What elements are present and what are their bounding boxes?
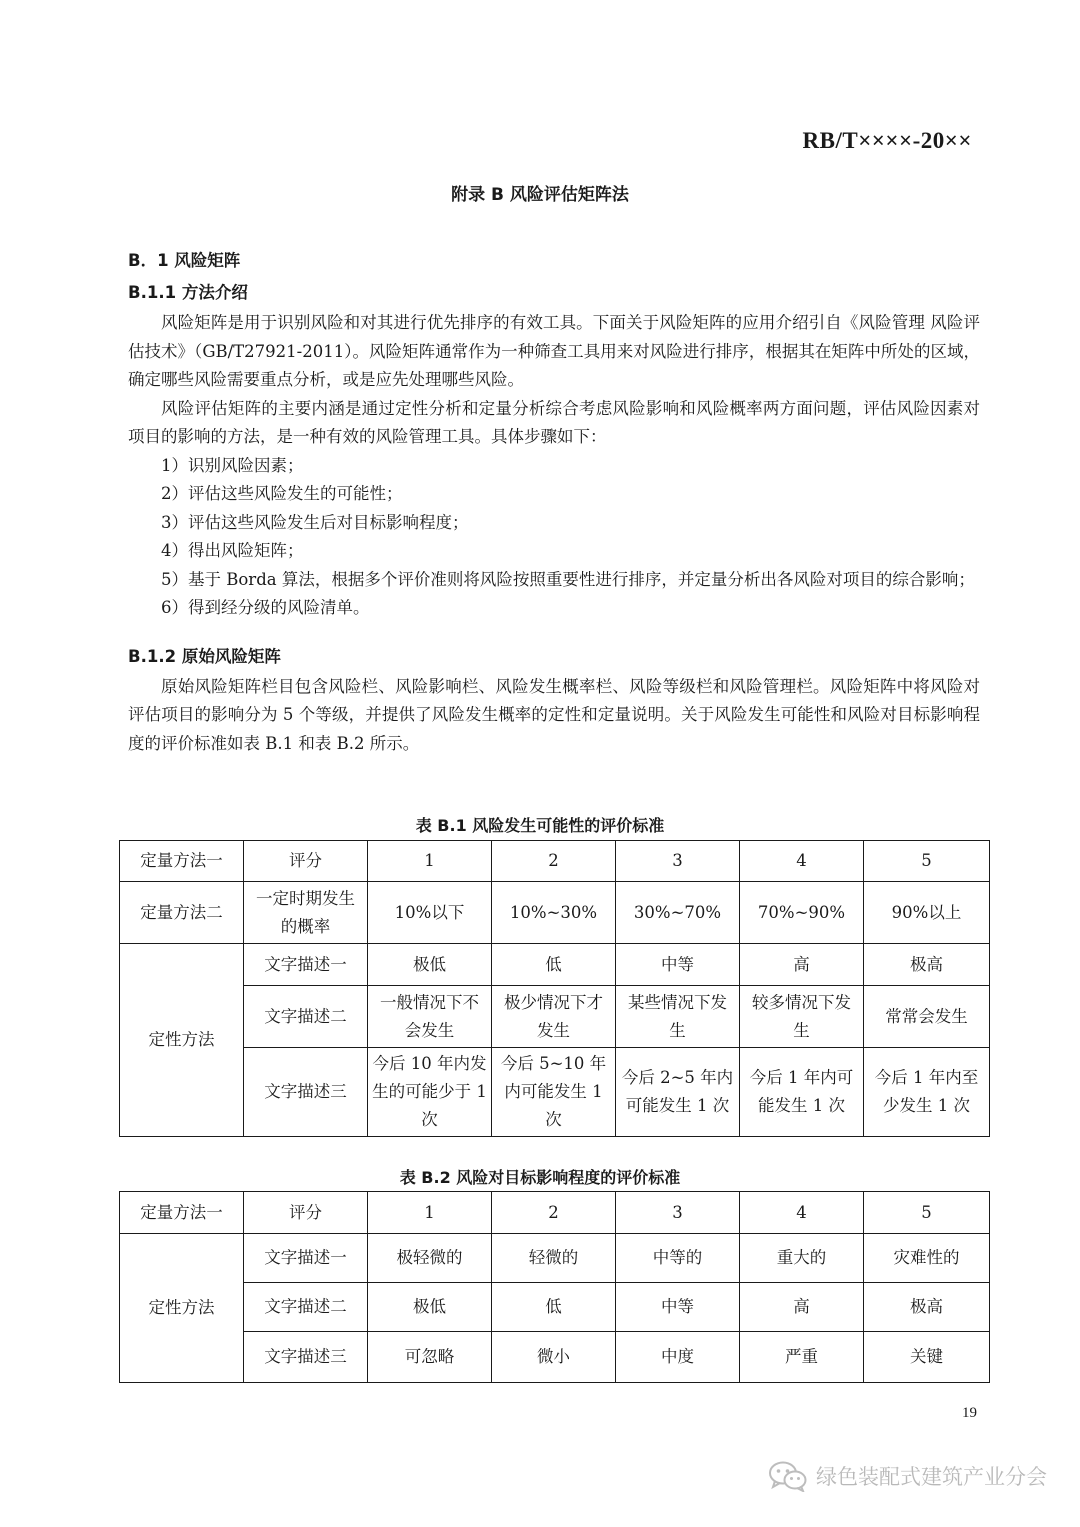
paragraph: 风险矩阵是用于识别风险和对其进行优先排序的有效工具。下面关于风险矩阵的应用介绍引自《风险管理 风险评估技术》（GB/T27921-2011）。风险矩阵通常作为一种筛查工具用来对风险进行排序，根据其在矩阵中所处的区域，确定哪些风险需要重点分析，或是应先处理哪些风险。 [128, 313, 980, 389]
table-cell: 低 [492, 944, 616, 986]
table-cell: 定性方法 [120, 1234, 244, 1383]
table-cell: 灾难性的 [864, 1234, 990, 1283]
table-cell: 1 [368, 841, 492, 882]
table-cell: 2 [492, 1192, 616, 1234]
table-cell: 4 [740, 1192, 864, 1234]
table-cell: 定量方法二 [120, 882, 244, 944]
table-cell: 一般情况下不会发生 [368, 986, 492, 1048]
table-cell: 关键 [864, 1332, 990, 1383]
subsection-heading-b11: B.1.1 方法介绍 [128, 283, 248, 302]
table-cell: 极低 [368, 1283, 492, 1332]
table-cell: 今后 2~5 年内可能发生 1 次 [616, 1048, 740, 1137]
table-cell: 1 [368, 1192, 492, 1234]
table-row [120, 944, 990, 986]
table-cell: 文字描述三 [244, 1048, 368, 1137]
step-item: 6）得到经分级的风险清单。 [161, 598, 370, 617]
table-cell: 文字描述二 [244, 986, 368, 1048]
page-number: 19 [962, 1405, 977, 1421]
table-cell: 今后 1 年内可能发生 1 次 [740, 1048, 864, 1137]
table-cell: 今后 1 年内至少发生 1 次 [864, 1048, 990, 1137]
table-cell: 评分 [244, 841, 368, 882]
table-cell: 极高 [864, 944, 990, 986]
table-cell: 一定时期发生的概率 [244, 882, 368, 944]
table-cell: 中等 [616, 1283, 740, 1332]
table-b2-caption: 表 B.2 风险对目标影响程度的评价标准 [399, 1168, 681, 1187]
table-cell: 低 [492, 1283, 616, 1332]
table-cell: 今后 10 年内发生的可能少于 1 次 [368, 1048, 492, 1137]
table-cell: 3 [616, 841, 740, 882]
table-row [120, 1048, 990, 1137]
table-cell: 常常会发生 [864, 986, 990, 1048]
paragraph: 原始风险矩阵栏目包含风险栏、风险影响栏、风险发生概率栏、风险等级栏和风险管理栏。风险矩阵中将风险对评估项目的影响分为 5 个等级，并提供了风险发生概率的定性和定量说明。关于风险发生可能性和风险对目标影响程度的评价标准如表 B.1 和表 B.2 所示。 [128, 676, 980, 753]
table-cell: 文字描述二 [244, 1283, 368, 1332]
table-cell: 10%以下 [368, 882, 492, 944]
table-cell: 5 [864, 841, 990, 882]
table-row [120, 1192, 990, 1234]
table-cell: 极少情况下才发生 [492, 986, 616, 1048]
table-b1-caption: 表 B.1 风险发生可能性的评价标准 [415, 816, 665, 835]
table-cell: 微小 [492, 1332, 616, 1383]
table-cell: 10%~30% [492, 882, 616, 944]
table-cell: 中等 [616, 944, 740, 986]
step-item: 4）得出风险矩阵； [161, 541, 304, 560]
watermark [768, 1460, 1047, 1492]
table-b2 [119, 1191, 990, 1383]
table-b1 [119, 840, 990, 1137]
table-cell: 中度 [616, 1332, 740, 1383]
table-row [120, 882, 990, 944]
table-cell: 定量方法一 [120, 1192, 244, 1234]
step-item: 1）识别风险因素； [161, 455, 304, 475]
table-cell: 高 [740, 1283, 864, 1332]
step-item: 5）基于 Borda 算法，根据多个评价准则将风险按照重要性进行排序，并定量分析出各风险对项目的综合影响； [161, 569, 975, 589]
table-cell: 30%~70% [616, 882, 740, 944]
table-row [120, 1332, 990, 1383]
standard-code: RB/T××××-20×× [802, 128, 972, 153]
table-cell: 中等的 [616, 1234, 740, 1283]
table-cell: 定量方法一 [120, 841, 244, 882]
table-cell: 极低 [368, 944, 492, 986]
subsection-heading-b12: B.1.2 原始风险矩阵 [128, 646, 281, 666]
table-cell: 4 [740, 841, 864, 882]
table-cell: 评分 [244, 1192, 368, 1234]
table-cell: 极轻微的 [368, 1234, 492, 1283]
step-item: 2）评估这些风险发生的可能性； [161, 484, 403, 503]
table-cell: 可忽略 [368, 1332, 492, 1383]
table-cell: 极高 [864, 1283, 990, 1332]
table-row [120, 986, 990, 1048]
table-cell: 文字描述一 [244, 944, 368, 986]
section-heading-b1: B．1 风险矩阵 [128, 251, 241, 270]
table-row [120, 841, 990, 882]
table-cell: 3 [616, 1192, 740, 1234]
table-cell: 严重 [740, 1332, 864, 1383]
table-cell: 某些情况下发生 [616, 986, 740, 1048]
table-cell: 70%~90% [740, 882, 864, 944]
table-cell: 重大的 [740, 1234, 864, 1283]
wechat-icon [768, 1460, 808, 1492]
table-cell: 5 [864, 1192, 990, 1234]
table-row [120, 1283, 990, 1332]
table-row [120, 1234, 990, 1283]
body-text [128, 245, 980, 758]
table-cell: 轻微的 [492, 1234, 616, 1283]
paragraph: 风险评估矩阵的主要内涵是通过定性分析和定量分析综合考虑风险影响和风险概率两方面问题，评估风险因素对项目的影响的方法，是一种有效的风险管理工具。具体步骤如下： [128, 398, 980, 446]
table-cell: 较多情况下发生 [740, 986, 864, 1048]
table-cell: 今后 5~10 年内可能发生 1 次 [492, 1048, 616, 1137]
step-item: 3）评估这些风险发生后对目标影响程度； [161, 512, 469, 532]
table-cell: 文字描述三 [244, 1332, 368, 1383]
appendix-title: 附录 B 风险评估矩阵法 [451, 185, 629, 205]
table-cell: 定性方法 [120, 944, 244, 1137]
table-cell: 文字描述一 [244, 1234, 368, 1283]
watermark-text: 绿色装配式建筑产业分会 [816, 1465, 1047, 1489]
table-cell: 2 [492, 841, 616, 882]
table-cell: 90%以上 [864, 882, 990, 944]
table-cell: 高 [740, 944, 864, 986]
